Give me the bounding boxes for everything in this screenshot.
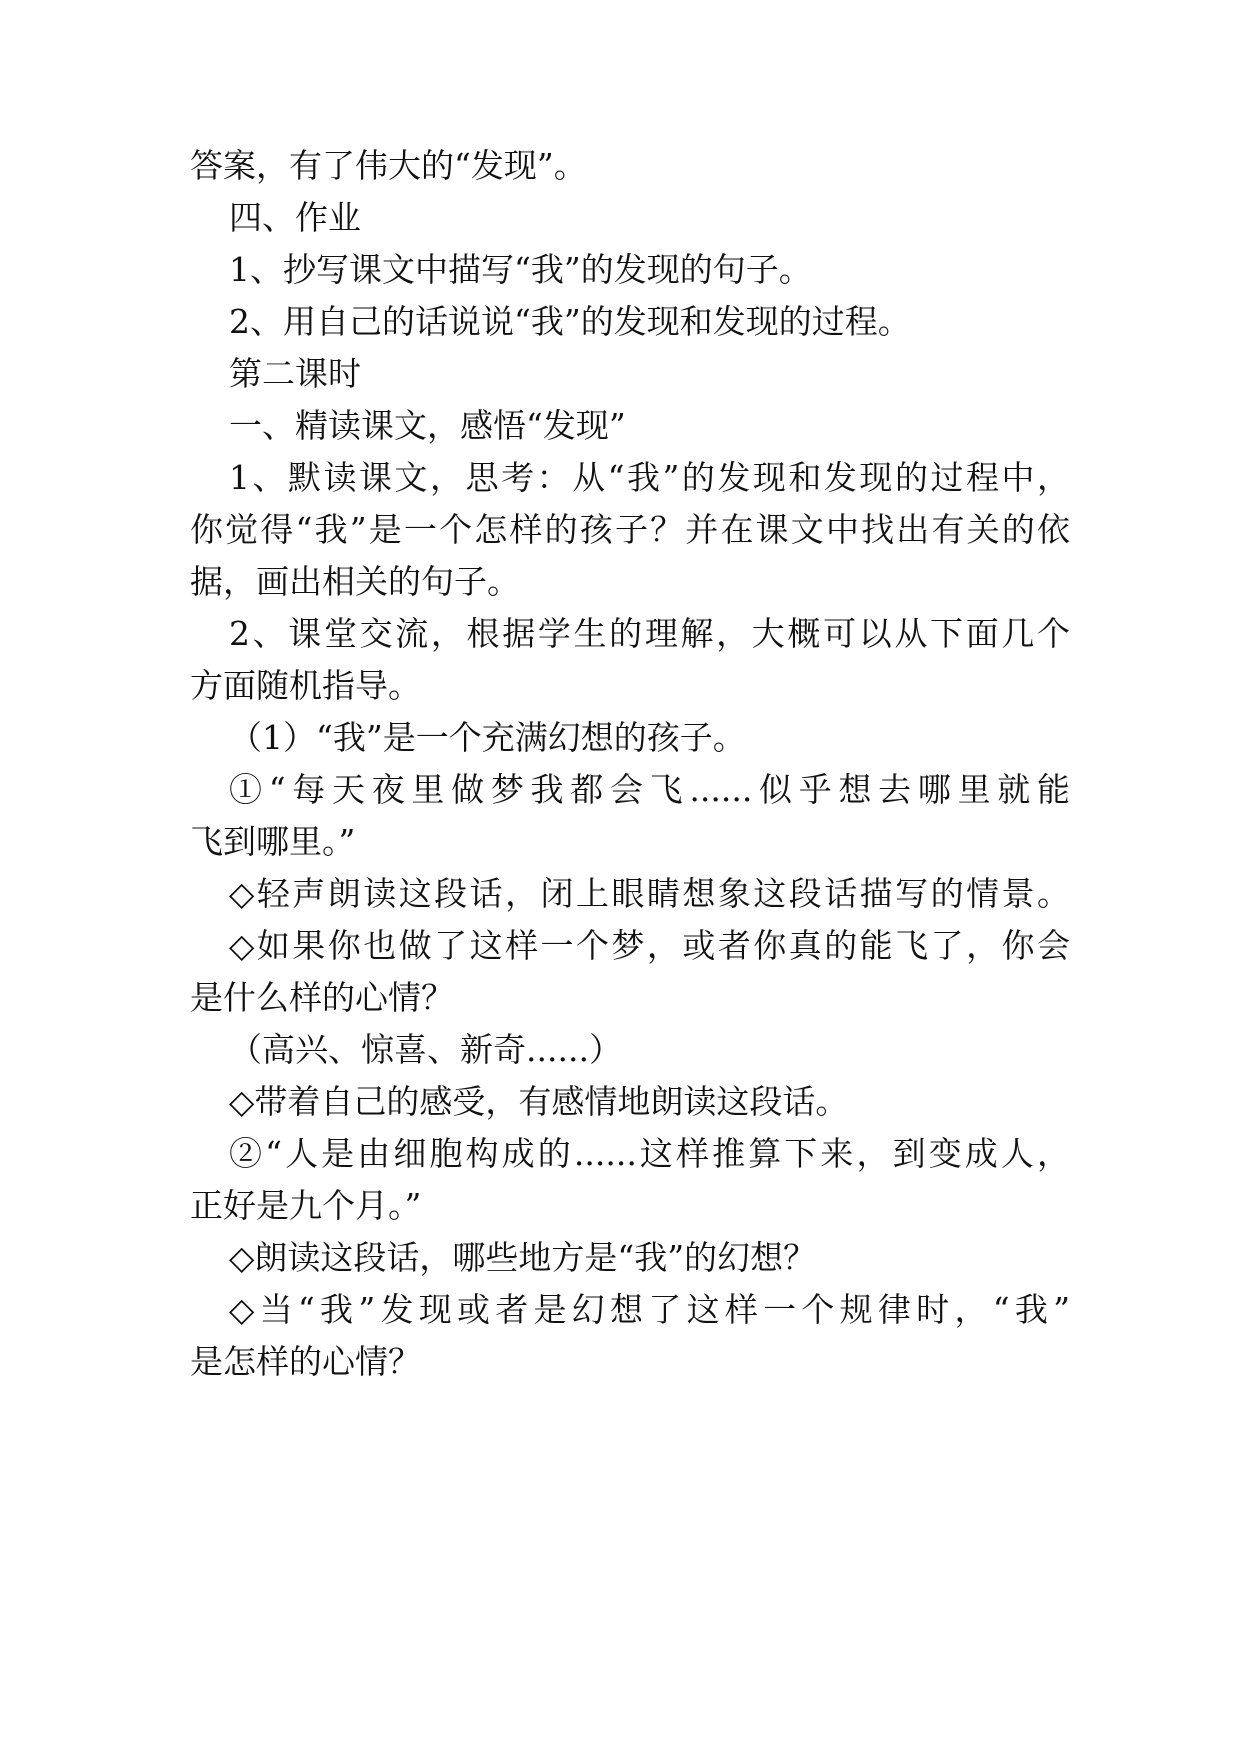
bullet-item: ◇朗读这段话，哪些地方是“我”的幻想？ [229, 1238, 817, 1277]
subsection-heading: （1）“我”是一个充满幻想的孩子。 [229, 718, 746, 757]
section-heading: 一、精读课文，感悟“发现” [229, 406, 626, 445]
bullet-item: ◇带着自己的感受，有感情地朗读这段话。 [229, 1082, 849, 1121]
bullet-item: ◇轻声朗读这段话，闭上眼睛想象这段话描写的情景。 [229, 874, 1070, 913]
text-line: 1、默读课文，思考：从“我”的发现和发现的过程中， [229, 458, 1070, 497]
text-line: 2、课堂交流，根据学生的理解，大概可以从下面几个 [229, 614, 1070, 653]
section-heading: 四、作业 [229, 198, 361, 237]
text-line: （高兴、惊喜、新奇......） [229, 1030, 622, 1069]
text-line: 据，画出相关的句子。 [190, 562, 520, 601]
quote-line: ②“人是由细胞构成的......这样推算下来，到变成人， [229, 1134, 1070, 1173]
quote-line: 飞到哪里。” [190, 822, 356, 861]
list-item: 2、用自己的话说说“我”的发现和发现的过程。 [229, 302, 911, 341]
text-line: 是怎样的心情？ [190, 1342, 421, 1381]
quote-line: ①“每天夜里做梦我都会飞......似乎想去哪里就能 [229, 770, 1070, 809]
text-line: 答案，有了伟大的“发现”。 [190, 146, 587, 185]
bullet-item: ◇当“我”发现或者是幻想了这样一个规律时，“我” [229, 1290, 1070, 1329]
bullet-item: ◇如果你也做了这样一个梦，或者你真的能飞了，你会 [229, 926, 1070, 965]
text-line: 你觉得“我”是一个怎样的孩子？并在课文中找出有关的依 [190, 510, 1070, 549]
quote-line: 正好是九个月。” [190, 1186, 422, 1225]
lesson-heading: 第二课时 [229, 354, 361, 393]
list-item: 1、抄写课文中描写“我”的发现的句子。 [229, 250, 812, 289]
text-line: 是什么样的心情？ [190, 978, 454, 1017]
text-line: 方面随机指导。 [190, 666, 421, 705]
